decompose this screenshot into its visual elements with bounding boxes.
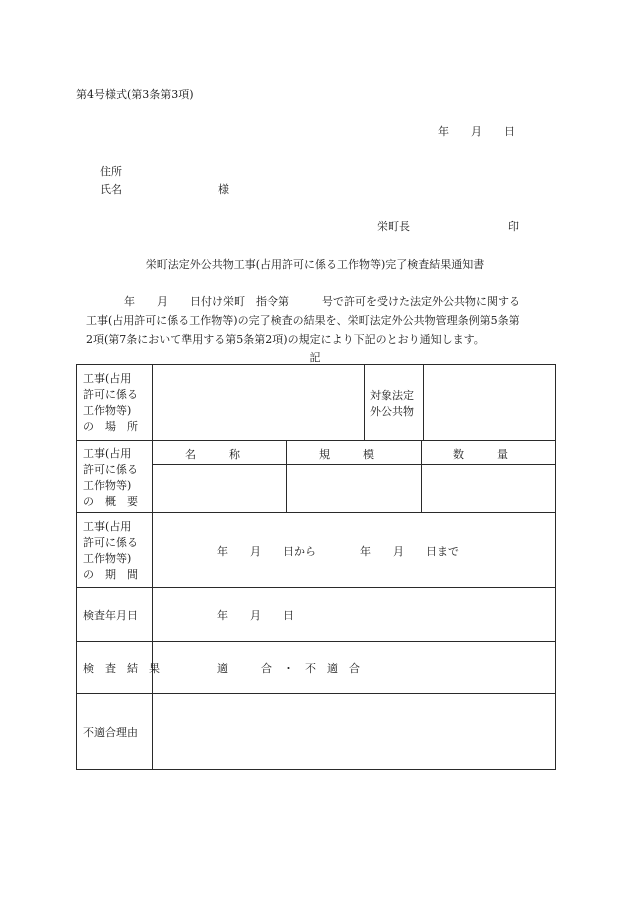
body-line-2: 工事(占用許可に係る工作物等)の完了検査の結果を、栄町法定外公共物管理条例第5条第 xyxy=(86,314,520,327)
target-facility-label: 対象法定 外公共物 xyxy=(370,389,414,418)
reason-value-field[interactable] xyxy=(155,696,552,766)
date-month: 月 xyxy=(471,125,482,138)
issue-date xyxy=(438,123,537,139)
overview-spec-field[interactable] xyxy=(289,467,417,509)
target-facility-value-field[interactable] xyxy=(427,367,552,438)
form-number: 第4号様式(第3条第3項) xyxy=(76,88,194,101)
date-year: 年 xyxy=(438,125,449,138)
body-line-1: 年 月 日付け栄町 指令第 号で許可を受けた法定外公共物に関する xyxy=(124,295,520,308)
seal-mark: 印 xyxy=(508,220,519,233)
location-value-field[interactable] xyxy=(167,367,362,438)
overview-col-qty: 数 量 xyxy=(453,448,508,461)
issuer-line xyxy=(377,218,519,234)
overview-col-spec: 規 模 xyxy=(319,448,374,461)
overview-col-name: 名 称 xyxy=(185,448,240,461)
body-line-3: 2項(第7条において準用する第5条第2項)の規定により下記のとおり通知します。 xyxy=(86,333,485,346)
reason-label: 不適合理由 xyxy=(83,726,138,739)
overview-qty-field[interactable] xyxy=(424,467,552,509)
body-paragraph xyxy=(86,292,564,349)
location-label: 工事(占用 許可に係る 工作物等) の 場 所 xyxy=(83,372,138,433)
period-label: 工事(占用 許可に係る 工作物等) の 期 間 xyxy=(83,520,138,581)
honorific: 様 xyxy=(218,183,229,196)
issuer-name: 栄町長 xyxy=(377,220,410,233)
document-title: 栄町法定外公共物工事(占用許可に係る工作物等)完了検査結果通知書 xyxy=(145,258,485,271)
result-label: 検 査 結 果 xyxy=(83,662,160,675)
inspection-date-label: 検査年月日 xyxy=(83,609,138,622)
result-value[interactable]: 適 合 ・ 不 適 合 xyxy=(217,662,360,675)
date-day: 日 xyxy=(504,125,515,138)
overview-name-field[interactable] xyxy=(155,467,283,509)
address-label: 住所 xyxy=(100,165,122,178)
ki-heading: 記 xyxy=(309,351,321,364)
recipient-name-line xyxy=(100,181,229,197)
inspection-date-value[interactable]: 年 月 日 xyxy=(217,609,294,622)
inspection-result-table xyxy=(76,364,556,770)
period-value[interactable]: 年 月 日から 年 月 日まで xyxy=(217,545,459,558)
overview-label: 工事(占用 許可に係る 工作物等) の 概 要 xyxy=(83,447,138,508)
name-label: 氏名 xyxy=(100,183,122,196)
